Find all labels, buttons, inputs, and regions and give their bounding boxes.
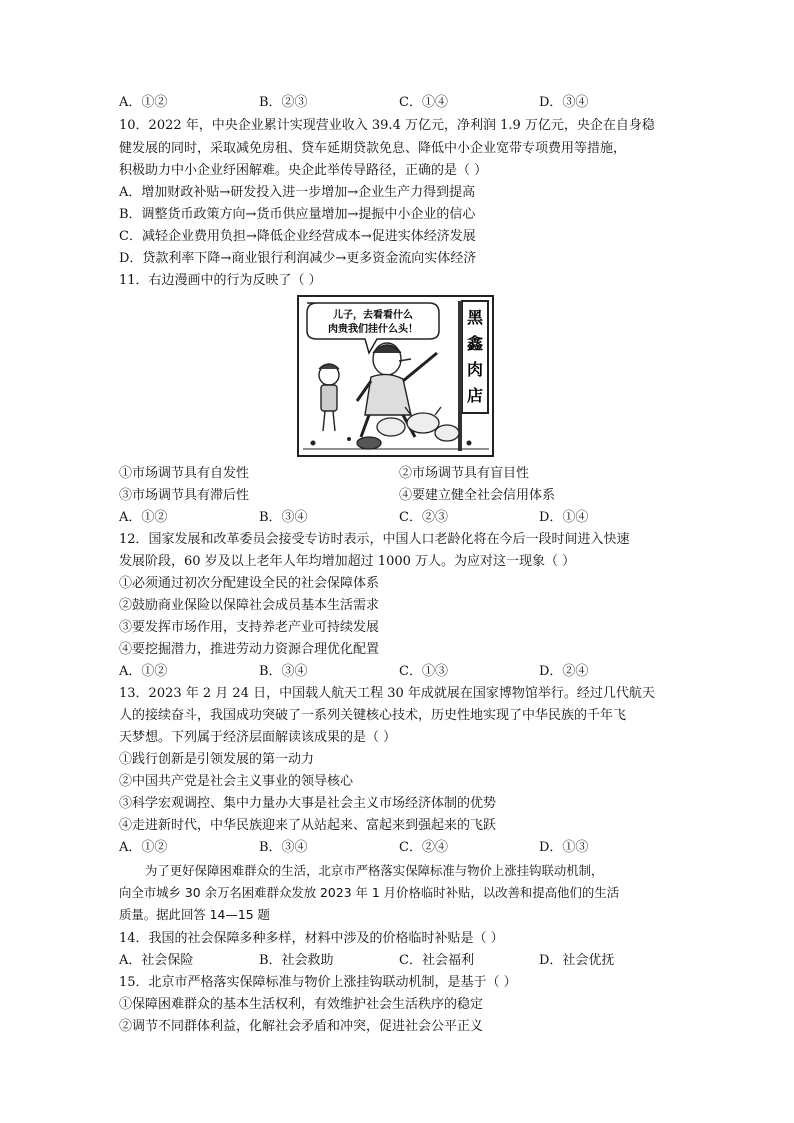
q10-stem-line-2: 健发展的同时，采取减免房租、贷车延期贷款免息、降低中小企业宽带专项费用等措施， bbox=[119, 141, 627, 156]
q11-stem: 11．右边漫画中的行为反映了（ ） bbox=[119, 273, 322, 288]
q14-options bbox=[119, 951, 679, 971]
option-d: D．①③ bbox=[539, 840, 589, 855]
q12-options bbox=[119, 662, 679, 682]
q15-statement-1: ①保障困难群众的基本生活权利，有效维护社会生活秩序的稳定 bbox=[119, 997, 484, 1012]
q13-stem-line-2: 人的接续奋斗，我国成功突破了一系列关键核心技术，历史性地实现了中华民族的千年飞 bbox=[119, 708, 627, 723]
option-c: C．②④ bbox=[399, 840, 448, 855]
option-c: C．②③ bbox=[399, 510, 448, 525]
q13-stem-line-1: 13．2023 年 2 月 24 日，中国载人航天工程 30 年成就展在国家博物馆举行。经过几代航天 bbox=[119, 686, 655, 701]
speech-bubble bbox=[307, 303, 439, 353]
option-d: D．社会优抚 bbox=[539, 953, 615, 968]
material-line-1: 为了更好保障困难群众的生活，北京市严格落实保障标准与物价上涨挂钩联动机制， bbox=[145, 863, 604, 878]
option-b: B．③④ bbox=[259, 510, 308, 525]
q14-stem: 14．我国的社会保障多种多样，材料中涉及的价格临时补贴是（ ） bbox=[119, 931, 504, 946]
option-c: C．社会福利 bbox=[399, 953, 474, 968]
option-a: A．①② bbox=[119, 95, 168, 110]
material-passage bbox=[119, 860, 675, 926]
q12-statement-3: ③要发挥市场作用，支持养老产业可持续发展 bbox=[119, 620, 380, 635]
sign-char-2: 鑫 bbox=[466, 334, 484, 353]
q13-statement-3: ③科学宏观调控、集中力量办大事是社会主义市场经济体制的优势 bbox=[119, 796, 497, 811]
option-a: A．①② bbox=[119, 664, 168, 679]
q10-option-d: D．贷款利率下降→商业银行利润减少→更多资金流向实体经济 bbox=[119, 251, 477, 266]
q10-option-a: A．增加财政补贴→研发投入进一步增加→企业生产力得到提高 bbox=[119, 185, 476, 200]
q11-statement-3: ③市场调节具有滞后性 bbox=[119, 488, 250, 503]
q12-statement-2: ②鼓励商业保险以保障社会成员基本生活需求 bbox=[119, 598, 380, 613]
q11-cartoon bbox=[297, 295, 494, 457]
option-a: A．社会保险 bbox=[119, 953, 194, 968]
q15-statement-2: ②调节不同群体利益，化解社会矛盾和冲突，促进社会公平正义 bbox=[119, 1019, 484, 1034]
q13-statement-2: ②中国共产党是社会主义事业的领导核心 bbox=[119, 774, 354, 789]
option-b: B．③④ bbox=[259, 664, 308, 679]
q11-statements-row-1 bbox=[119, 464, 679, 484]
q10-option-c: C．减轻企业费用负担→降低企业经营成本→促进实体经济发展 bbox=[119, 229, 476, 244]
speech-line-2: 肉贵我们挂什么头！ bbox=[328, 324, 418, 335]
q10-stem-line-3: 积极助力中小企业纾困解难。央企此举传导路径，正确的是（ ） bbox=[119, 163, 488, 178]
q11-options bbox=[119, 508, 679, 528]
q12-stem-line-1: 12．国家发展和改革委员会接受专访时表示，中国人口老龄化将在今后一段时间进入快速 bbox=[119, 532, 630, 547]
option-d: D．③④ bbox=[539, 95, 589, 110]
q13-options bbox=[119, 838, 679, 858]
option-a: A．①② bbox=[119, 510, 168, 525]
q11-statement-1: ①市场调节具有自发性 bbox=[119, 466, 250, 481]
q9-options bbox=[119, 93, 679, 113]
sign-char-4: 店 bbox=[466, 386, 484, 405]
option-b: B．社会救助 bbox=[259, 953, 334, 968]
option-b: B．②③ bbox=[259, 95, 308, 110]
q12-statement-4: ④要挖掘潜力，推进劳动力资源合理优化配置 bbox=[119, 642, 380, 657]
q11-statement-2: ②市场调节具有盲目性 bbox=[399, 466, 530, 481]
option-d: D．②④ bbox=[539, 664, 589, 679]
q13-statement-1: ①践行创新是引领发展的第一动力 bbox=[119, 752, 315, 767]
q12-stem-line-2: 发展阶段，60 岁及以上老年人年均增加超过 1000 万人。为应对这一现象（ ） bbox=[119, 554, 576, 569]
q13-stem-line-3: 天梦想。下列属于经济层面解读该成果的是（ ） bbox=[119, 730, 397, 745]
material-line-3: 质量。据此回答 14—15 题 bbox=[119, 907, 270, 922]
q10-option-b: B．调整货币政策方向→货币供应量增加→提振中小企业的信心 bbox=[119, 207, 476, 222]
option-b: B．③④ bbox=[259, 840, 308, 855]
q15-stem: 15．北京市严格落实保障标准与物价上涨挂钩联动机制，是基于（ ） bbox=[119, 975, 517, 990]
sign-char-1: 黑 bbox=[466, 308, 484, 327]
sign-char-3: 肉 bbox=[466, 360, 484, 379]
speech-line-1: 儿子，去看看什么 bbox=[333, 310, 413, 321]
q13-statement-4: ④走进新时代，中华民族迎来了从站起来、富起来到强起来的飞跃 bbox=[119, 818, 497, 833]
q12-statement-1: ①必须通过初次分配建设全民的社会保障体系 bbox=[119, 576, 380, 591]
q11-statements-row-2 bbox=[119, 486, 679, 506]
option-c: C．①④ bbox=[399, 95, 448, 110]
material-line-2: 向全市城乡 30 余万名困难群众发放 2023 年 1 月价格临时补贴，以改善和提高他们的生活 bbox=[119, 885, 620, 900]
shop-sign bbox=[458, 301, 488, 451]
option-a: A．①② bbox=[119, 840, 168, 855]
q11-statement-4: ④要建立健全社会信用体系 bbox=[399, 488, 556, 503]
q10-stem-line-1: 10．2022 年，中央企业累计实现营业收入 39.4 万亿元，净利润 1.9 万亿元，央企在自身稳 bbox=[119, 118, 655, 133]
child-figure bbox=[319, 364, 339, 431]
option-d: D．①④ bbox=[539, 510, 589, 525]
option-c: C．①③ bbox=[399, 664, 448, 679]
